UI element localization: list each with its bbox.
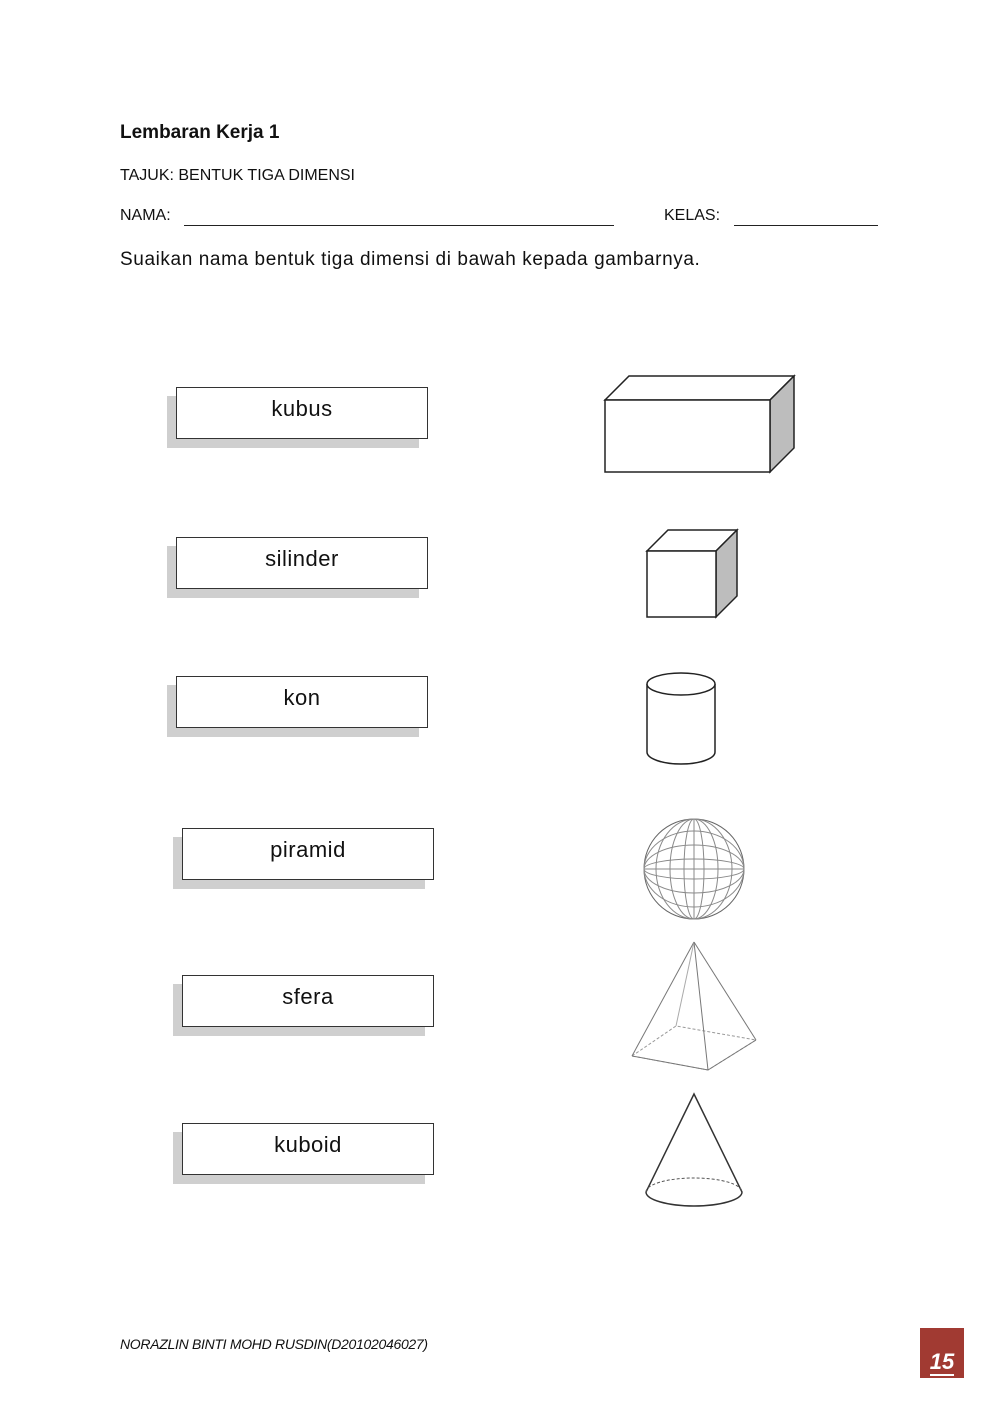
- label-text: sfera: [282, 984, 334, 1009]
- page-number-badge: [920, 1328, 964, 1378]
- cone-icon[interactable]: [640, 1090, 750, 1214]
- label-text: kon: [283, 685, 321, 710]
- sphere-icon[interactable]: [640, 815, 748, 923]
- cube-icon[interactable]: [643, 526, 743, 622]
- worksheet-title: Lembaran Kerja 1: [120, 122, 280, 143]
- instruction-text: Suaikan nama bentuk tiga dimensi di bawah kepada gambarnya.: [120, 249, 701, 270]
- class-label: KELAS:: [664, 207, 721, 224]
- label-box-kuboid[interactable]: [182, 1123, 434, 1175]
- cylinder-icon[interactable]: [643, 670, 719, 768]
- worksheet-topic: TAJUK: BENTUK TIGA DIMENSI: [120, 167, 355, 184]
- cuboid-icon[interactable]: [600, 372, 800, 478]
- page-number: 15: [929, 1349, 955, 1374]
- name-field-line[interactable]: [184, 225, 614, 226]
- footer-author: NORAZLIN BINTI MOHD RUSDIN(D20102046027): [120, 1336, 428, 1352]
- class-field-line[interactable]: [734, 225, 878, 226]
- label-box-kubus[interactable]: [176, 387, 428, 439]
- name-class-row: [120, 207, 890, 231]
- label-text: silinder: [265, 546, 339, 571]
- name-label: NAMA:: [120, 207, 171, 224]
- label-box-silinder[interactable]: [176, 537, 428, 589]
- label-box-kon[interactable]: [176, 676, 428, 728]
- label-text: piramid: [270, 837, 346, 862]
- label-text: kuboid: [274, 1132, 342, 1157]
- label-box-sfera[interactable]: [182, 975, 434, 1027]
- label-box-piramid[interactable]: [182, 828, 434, 880]
- label-text: kubus: [271, 396, 333, 421]
- pyramid-icon[interactable]: [628, 938, 760, 1074]
